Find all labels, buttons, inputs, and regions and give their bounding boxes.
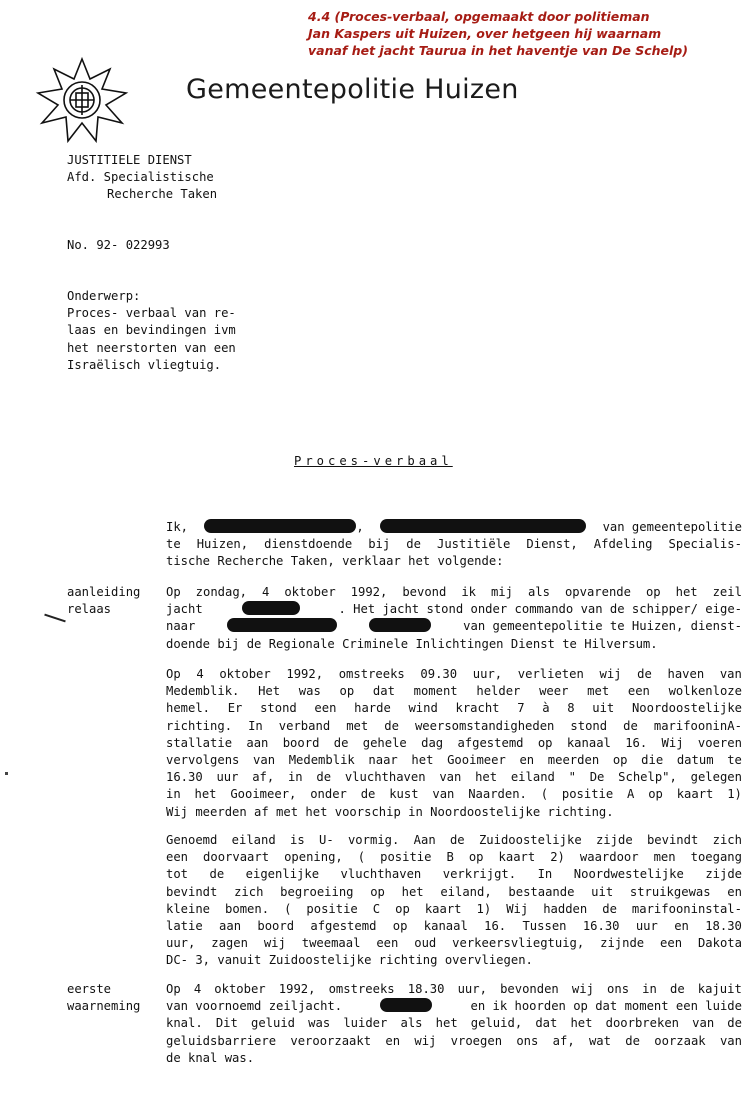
- text-line: doende bij de Regionale Criminele Inlichtingen Dienst te Hilversum.: [166, 636, 658, 651]
- redaction-mark: [227, 618, 337, 632]
- archive-caption: [308, 8, 748, 59]
- subject-label: Onderwerp:: [67, 289, 141, 303]
- caption-line: 4.4 (Proces-verbaal, opgemaakt door politieman: [308, 9, 650, 24]
- text-line: jacht . Het jacht stond onder commando van de schipper/ eige-: [166, 602, 742, 617]
- text-line: naar van gemeentepolitie te Huizen, dienst-: [166, 619, 742, 634]
- department-line: Afd. Specialistische: [67, 170, 214, 185]
- redaction-mark: [204, 519, 356, 533]
- municipality-name: Gemeentepolitie Huizen: [186, 74, 519, 105]
- text-line: tot de eigenlijke vluchthaven verkrijgt. In Noordwestelijke zijde: [166, 867, 742, 882]
- subject-line: laas en bevindingen ivm: [67, 323, 236, 338]
- department-line: Recherche Taken: [107, 187, 218, 202]
- subject-line: Proces- verbaal van re-: [67, 306, 236, 321]
- margin-label: eerste waarneming: [67, 982, 141, 1014]
- text-line: vervolgens van Medemblik naar het Gooimeer en meerden op die datum te: [166, 753, 742, 768]
- text-line: van voornoemd zeiljacht. en ik hoorden op dat moment een luide: [166, 999, 742, 1014]
- text-line: richting. In verband met de weersomstandigheden stond de marifooninA-: [166, 718, 742, 733]
- redaction-mark: [380, 998, 432, 1012]
- subject-block: [67, 288, 236, 374]
- redaction-mark: [369, 618, 431, 632]
- intro-paragraph: [166, 519, 742, 571]
- margin-label: aanleiding relaas: [67, 585, 141, 617]
- caption-line: Jan Kaspers uit Huizen, over hetgeen hij waarnam: [308, 26, 662, 41]
- text-line: bevindt zich begroeiing op het eiland, bestaande uit struikgewas en: [166, 884, 742, 899]
- text-line: Op zondag, 4 oktober 1992, bevond ik mij als opvarende op het zeil: [166, 585, 742, 599]
- scan-speck: [5, 772, 8, 775]
- text-line: in het Gooimeer, onder de kust van Naarden. ( positie A op kaart 1): [166, 787, 742, 802]
- text-line: Ik, , van gemeentepolitie: [166, 520, 742, 534]
- redaction-mark: [242, 601, 300, 615]
- police-emblem-icon: [22, 55, 142, 145]
- paragraph: [166, 584, 742, 653]
- text-line: knal. Dit geluid was luider als het geluid, dat het doorbreken van de: [166, 1016, 742, 1031]
- text-line: kleine bomen. ( positie C op kaart 1) Wij hadden de marifooninstal-: [166, 901, 742, 916]
- text-line: Genoemd eiland is U- vormig. Aan de Zuidoostelijke zijde bevindt zich: [166, 833, 742, 847]
- text-line: DC- 3, vanuit Zuidoostelijke richting overvliegen.: [166, 953, 533, 968]
- text-line: uur, zagen wij tweemaal een oud verkeersvliegtuig, zijnde een Dakota: [166, 936, 742, 951]
- reference-number: No. 92- 022993: [67, 238, 170, 252]
- paragraph: [166, 832, 742, 970]
- text-line: hemel. Er stond een harde wind kracht 7 à 8 uit Noordoostelijke: [166, 701, 742, 716]
- text-line: een doorvaart opening, ( positie B op kaart 2) waardoor men toegang: [166, 850, 742, 865]
- text-line: de knal was.: [166, 1050, 255, 1065]
- department-line: JUSTITIELE DIENST: [67, 153, 192, 167]
- paragraph: [166, 981, 742, 1067]
- text-line: latie aan boord afgestemd op kanaal 16. Tussen 16.30 uur en 18.30: [166, 919, 742, 934]
- text-line: tische Recherche Taken, verklaar het volgende:: [166, 554, 504, 569]
- margin-pen-mark: [44, 614, 66, 623]
- text-line: stallatie aan boord de gehele dag afgestemd op kanaal 16. Wij voeren: [166, 735, 742, 750]
- redaction-mark: [380, 519, 586, 533]
- department-block: [67, 152, 217, 204]
- subject-line: het neerstorten van een: [67, 340, 236, 355]
- text-line: Op 4 oktober 1992, omstreeks 09.30 uur, verlieten wij de haven van: [166, 667, 742, 681]
- text-line: Wij meerden af met het voorschip in Noordoostelijke richting.: [166, 804, 614, 819]
- text-line: Op 4 oktober 1992, omstreeks 18.30 uur, bevonden wij ons in de kajuit: [166, 982, 742, 996]
- text-line: te Huizen, dienstdoende bij de Justitiële Dienst, Afdeling Specialis-: [166, 537, 742, 552]
- text-line: 16.30 uur af, in de vluchthaven van het eiland " De Schelp", gelegen: [166, 770, 742, 785]
- document-title: Proces-verbaal: [294, 454, 453, 468]
- text-line: Medemblik. Het was op dat moment helder weer met een wolkenloze: [166, 684, 742, 699]
- subject-line: Israëlisch vliegtuig.: [67, 357, 222, 372]
- text-line: geluidsbarriere veroorzaakt en wij vroegen ons af, wat de oorzaak van: [166, 1033, 742, 1048]
- paragraph: [166, 666, 742, 821]
- caption-line: vanaf het jacht Taurua in het haventje van De Schelp): [308, 43, 688, 58]
